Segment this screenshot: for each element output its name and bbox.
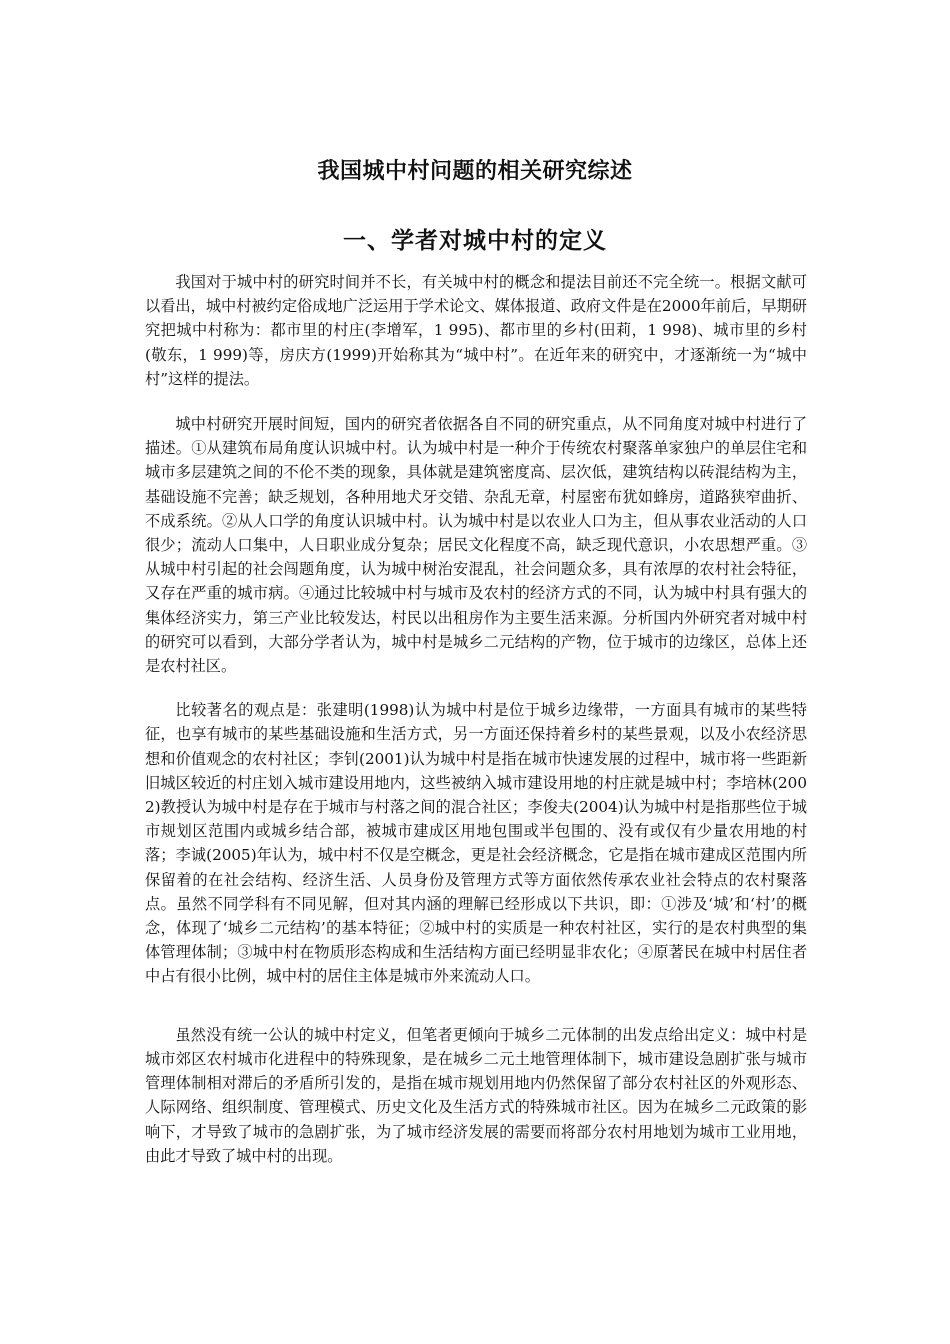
paragraph-2: 城中村研究开展时间短，国内的研究者依据各自不同的研究重点，从不同角度对城中村进行了描述。①从建筑布局角度认识城中村。认为城中村是一种介于传统农村聚落单家独户的单层住宅和城市多层建筑之间的不伦不类的现象，具体就是建筑密度高、层次低，建筑结构以砖混结构为主，基础设施不完善；缺乏规划，各种用地犬牙交错、杂乱无章，村屋密布犹如蜂房，道路狭窄曲折、不成系统。②从人口学的角度认识城中村。认为城中村是以农业人口为主，但从事农业活动的人口很少；流动人口集中，人日职业成分复杂；居民文化程度不高，缺乏现代意识，小农思想严重。③从城中村引起的社会闯题角度，认为城中树治安混乱，社会问题众多，具有浓厚的农村社会特征，又存在严重的城市病。④通过比较城中村与城市及农村的经济方式的不同，认为城中村具有强大的集体经济实力，第三产业比较发达，村民以出租房作为主要生活来源。分析国内外研究者对城中村的研究可以看到，大部分学者认为，城中村是城乡二元结构的产物，位于城市的边缘区，总体上还是农村社区。	[145, 415, 807, 676]
paragraph-4: 虽然没有统一公认的城中村定义，但笔者更倾向于城乡二元体制的出发点给出定义：城中村是城市郊区农村城市化进程中的特殊现象，是在城乡二元土地管理体制下，城市建设急剧扩张与城市管理体制相对滞后的矛盾所引发的，是指在城市规划用地内仍然保留了部分农村社区的外观形态、人际网络、组织制度、管理模式、历史文化及生活方式的特殊城市社区。因为在城乡二元政策的影响下，才导致了城市的急剧扩张，为了城市经济发展的需要而将部分农村用地划为城市工业用地，由此才导致了城中村的出现。	[145, 1025, 807, 1165]
paragraph-3: 比较著名的观点是：张建明(1998)认为城中村是位于城乡边缘带，一方面具有城市的某些特征，也享有城市的某些基础设施和生活方式，另一方面还保持着乡村的某些景观，以及小农经济思想和价值观念的农村社区；李钊(2001)认为城中村是指在城市快速发展的过程中，城市将一些距新旧城区较近的村庄划入城市建设用地内，这些被纳入城市建设用地的村庄就是城中村；李培林(2002)教授认为城中村是存在于城市与村落之间的混合社区；李俊夫(2004)认为城中村是指那些位于城市规划区范围内或城乡结合部，被城市建成区用地包围或半包围的、没有或仅有少量农用地的村落；李诚(2005)年认为，城中村不仅是空概念，更是社会经济概念，它是指在城市建成区范围内所保留着的在社会结构、经济生活、人员身份及管理方式等方面依然传承农业社会特点的农村聚落点。虽然不同学科有不同见解，但对其内涵的理解已经形成以下共识，即：①涉及‘城’和‘村’的概念，体现了‘城乡二元结构’的基本特征；②城中村的实质是一种农村社区，实行的是农村典型的集体管理体制；③城中村在物质形态构成和生活结构方面已经明显非农化；④原著民在城中村居住者中占有很小比例，城中村的居住主体是城市外来流动人口。	[145, 701, 807, 986]
section-title: 一、学者对城中村的定义	[343, 227, 607, 254]
document-body	[145, 270, 807, 1168]
paragraph-1: 我国对于城中村的研究时间并不长，有关城中村的概念和提法目前还不完全统一。根据文献可以看出，城中村被约定俗成地广泛运用于学术论文、媒体报道、政府文件是在2000年前后，早期研究把城中村称为：都市里的村庄(李增军，1 995)、都市里的乡村(田莉，1 998)、城市里的乡村(敬东，1 999)等，房庆方(1999)开始称其为“城中村”。在近年来的研究中，才逐渐统一为“城中村”这样的提法。	[145, 273, 807, 388]
document-title: 我国城中村问题的相关研究综述	[317, 158, 633, 184]
